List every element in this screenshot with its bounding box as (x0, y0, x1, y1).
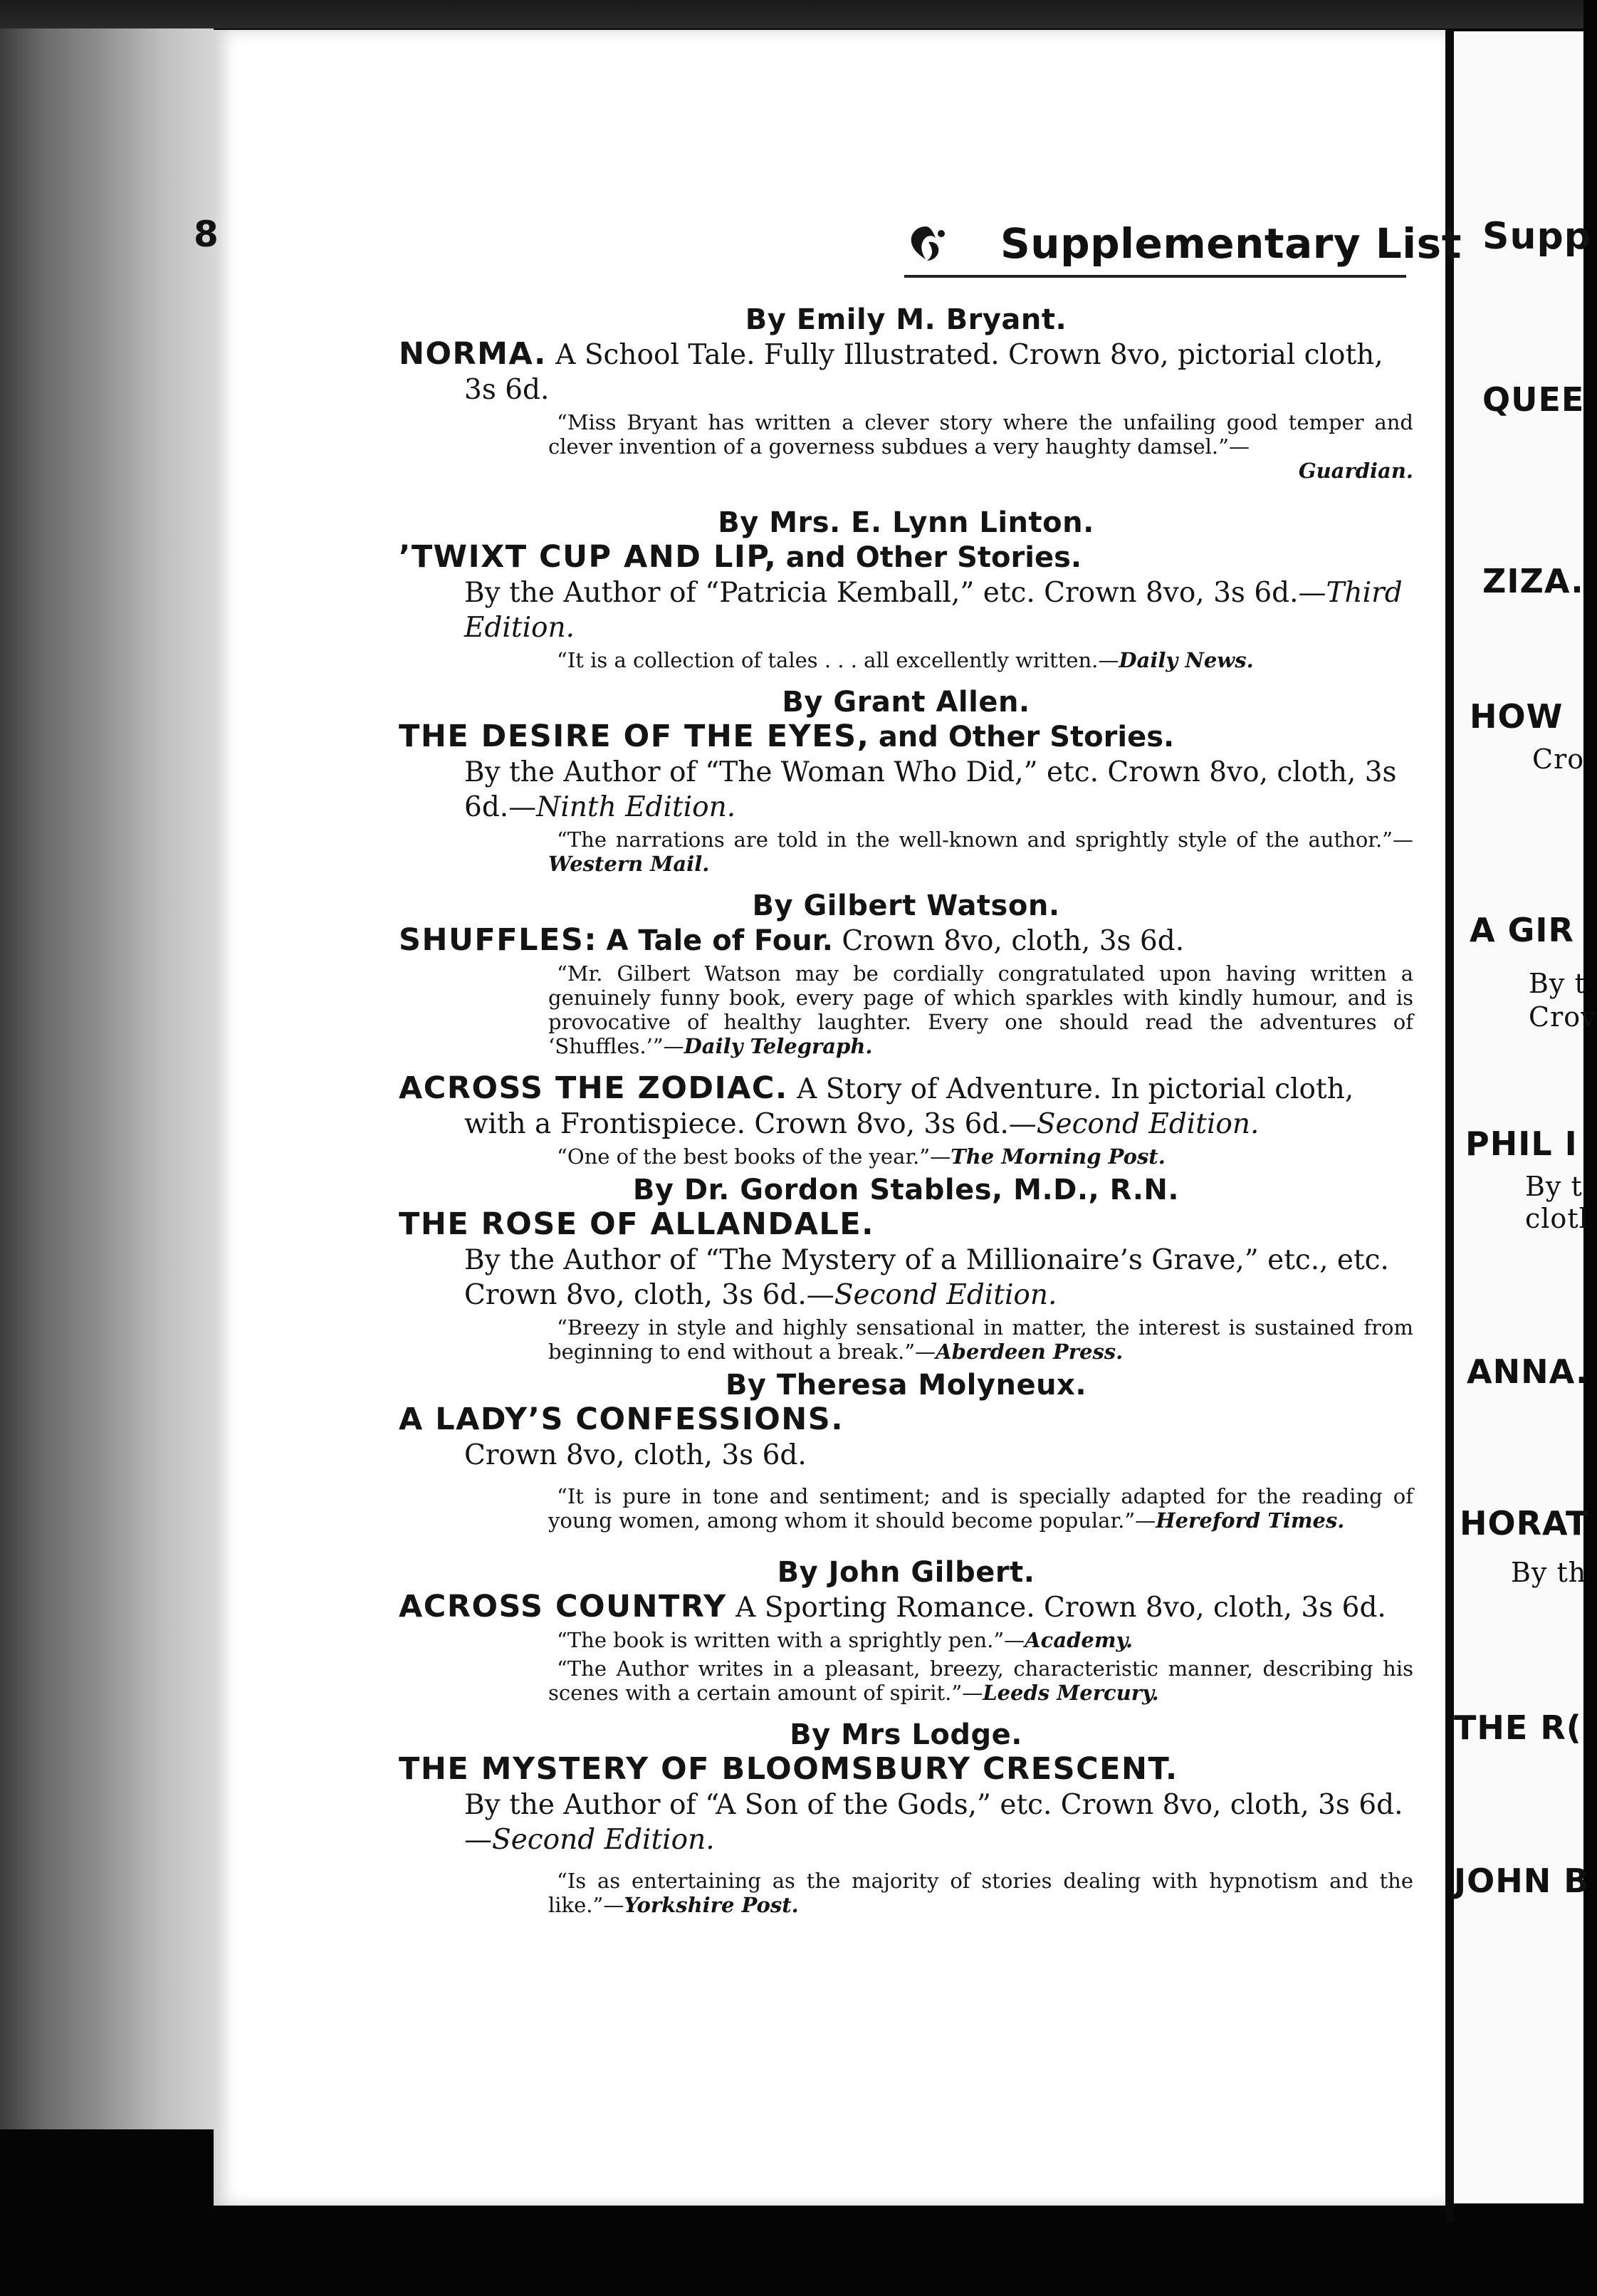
catalogue-entry (399, 506, 1413, 672)
review-text: “The narrations are told in the well-known and sprightly style of the author.”— (557, 828, 1413, 852)
facing-running-head: Supp (1482, 215, 1591, 258)
entry-line (399, 1071, 1413, 1142)
entry-author: By Grant Allen. (782, 686, 1030, 719)
entry-details: By the Author of “The Woman Who Did,” etc. Crown 8vo, cloth, 3s 6d.— (464, 756, 1397, 823)
entry-review (399, 1484, 1413, 1533)
entry-edition: Ninth Edition. (536, 791, 736, 823)
facing-line-4b: Crov (1529, 1001, 1597, 1033)
facing-line-5a: By t (1525, 1171, 1583, 1202)
review-source: Leeds Mercury. (983, 1681, 1159, 1705)
entry-author: By Mrs. E. Lynn Linton. (718, 506, 1094, 539)
review-text: “The Author writes in a pleasant, breezy, characteristic manner, describing his scenes with a certain amount of spirit.”— (548, 1656, 1413, 1705)
entry-details-line (399, 1788, 1413, 1857)
page-edges-stack (0, 28, 214, 2129)
entry-review (399, 961, 1413, 1058)
facing-title-9: JOHN B (1454, 1862, 1590, 1900)
entry-title: ACROSS COUNTRY (399, 1589, 727, 1624)
review-source: Academy. (1025, 1628, 1133, 1652)
review-text: “The book is written with a sprightly pen.”— (557, 1628, 1025, 1652)
entry-author: By Mrs Lodge. (790, 1718, 1022, 1751)
scan-top-border (0, 0, 1583, 28)
entry-title: THE ROSE OF ALLANDALE. (399, 1206, 874, 1242)
entry-author: By Gilbert Watson. (752, 889, 1060, 922)
entry-review (399, 1869, 1413, 1917)
page-number: 8 (194, 214, 219, 255)
facing-title-3: HOW (1470, 697, 1564, 736)
entry-line (399, 1752, 1413, 1788)
facing-title-1: QUEE (1482, 380, 1585, 419)
entry-title: THE MYSTERY OF BLOOMSBURY CRESCENT. (399, 1751, 1178, 1787)
review-text: “Breezy in style and highly sensational in matter, the interest is sustained from beginning to end without a break.”— (548, 1315, 1413, 1364)
entry-details: By the Author of “A Son of the Gods,” etc. Crown 8vo, cloth, 3s 6d.— (464, 1789, 1403, 1856)
review-source: Western Mail. (548, 852, 710, 876)
catalogue-entry (399, 1368, 1413, 1533)
review-source: The Morning Post. (951, 1144, 1166, 1169)
catalogue-entry (399, 1173, 1413, 1364)
entry-details-line (399, 755, 1413, 825)
entry-review (399, 1144, 1413, 1169)
entry-details-line (399, 1243, 1413, 1313)
entry-line (399, 719, 1413, 755)
entry-edition: Second Edition. (834, 1279, 1057, 1311)
catalogue-entry (399, 1555, 1413, 1705)
entry-line (399, 1207, 1413, 1243)
facing-title-2: ZIZA. (1482, 562, 1584, 600)
entry-details: By the Author of “Patricia Kemball,” etc. Crown 8vo, 3s 6d.— (464, 577, 1326, 609)
entry-details: A School Tale. Fully Illustrated. Crown 8vo, pictorial cloth, 3s 6d. (464, 339, 1383, 406)
entry-line (399, 1402, 1413, 1438)
entry-edition: Third Edition. (464, 577, 1403, 644)
review-source: Daily News. (1119, 648, 1254, 672)
entry-review (399, 1656, 1413, 1705)
review-source: Hereford Times. (1156, 1508, 1345, 1533)
review-source: Guardian. (1298, 459, 1413, 483)
entry-title: ACROSS THE ZODIAC. (399, 1070, 788, 1106)
entry-details-line (399, 575, 1413, 645)
entry-review (399, 1315, 1413, 1364)
entry-subtitle: A Tale of Four. (606, 924, 833, 957)
entry-details: Crown 8vo, cloth, 3s 6d. (842, 925, 1185, 957)
facing-title-4: A GIR (1470, 911, 1574, 949)
review-text: “Mr. Gilbert Watson may be cordially congratulated upon having written a genuinely funny book, every page of which sparkles with kindly humour, and is provocative of healthy laughter. Every one should read the adventures of ‘Shuffles.’”— (548, 961, 1413, 1058)
catalogue-entry (399, 1071, 1413, 1169)
catalogue-entry (399, 685, 1413, 876)
entry-author: By John Gilbert. (777, 1556, 1035, 1589)
facing-line-3: Cro (1532, 743, 1585, 775)
facing-title-6: ANNA. (1467, 1352, 1589, 1391)
running-head-title: Supplementary List (1000, 219, 1462, 268)
facing-title-7: HORAT (1460, 1504, 1589, 1543)
entry-review (399, 648, 1413, 672)
entry-subtitle: and Other Stories. (878, 721, 1175, 753)
entry-line (399, 1590, 1413, 1625)
fleuron-icon (904, 221, 947, 263)
catalogue-list (399, 303, 1413, 1921)
book-gutter (1445, 28, 1454, 2222)
entry-title: NORMA. (399, 336, 547, 372)
facing-line-7: By th (1511, 1557, 1587, 1588)
entry-title: SHUFFLES: (399, 922, 598, 958)
catalogue-entry (399, 889, 1413, 1058)
entry-details: Crown 8vo, cloth, 3s 6d. (464, 1439, 807, 1471)
running-head (904, 218, 1462, 278)
entry-line (399, 923, 1413, 959)
review-text: “It is a collection of tales . . . all excellently written.— (557, 648, 1119, 672)
review-source: Daily Telegraph. (684, 1034, 873, 1058)
entry-edition: Second Edition. (1036, 1108, 1260, 1140)
entry-details: A Sporting Romance. Crown 8vo, cloth, 3s 6d. (735, 1592, 1386, 1624)
entry-title: ’TWIXT CUP AND LIP, (399, 539, 777, 575)
entry-review (399, 1628, 1413, 1652)
review-text: “It is pure in tone and sentiment; and is specially adapted for the reading of young women, among whom it should become popular.”— (548, 1484, 1413, 1533)
catalogue-entry (399, 1718, 1413, 1917)
entry-title: A LADY’S CONFESSIONS. (399, 1402, 844, 1437)
review-text: “Is as entertaining as the majority of stories dealing with hypnotism and the like.”— (548, 1869, 1413, 1917)
entry-edition: Second Edition. (492, 1824, 715, 1856)
facing-line-4a: By t (1529, 968, 1586, 999)
facing-line-5b: clotl (1525, 1203, 1588, 1234)
entry-review (399, 828, 1413, 876)
facing-title-5: PHIL I (1465, 1124, 1578, 1163)
entry-details-line (399, 1438, 1413, 1473)
entry-title: THE DESIRE OF THE EYES, (399, 719, 870, 754)
entry-subtitle: and Other Stories. (785, 541, 1082, 574)
entry-review (399, 410, 1413, 483)
catalogue-entry (399, 303, 1413, 483)
entry-author: By Theresa Molyneux. (725, 1369, 1087, 1402)
entry-author: By Dr. Gordon Stables, M.D., R.N. (632, 1174, 1180, 1206)
facing-page-fragment (1454, 31, 1597, 2203)
entry-line (399, 337, 1413, 407)
review-source: Aberdeen Press. (936, 1340, 1124, 1364)
entry-details: By the Author of “The Mystery of a Millionaire’s Grave,” etc., etc. Crown 8vo, cloth, 3s 6d.— (464, 1244, 1389, 1311)
entry-line (399, 540, 1413, 575)
review-source: Yorkshire Post. (624, 1893, 799, 1917)
entry-author: By Emily M. Bryant. (745, 303, 1067, 336)
review-text: “One of the best books of the year.”— (557, 1144, 951, 1169)
review-text: “Miss Bryant has written a clever story where the unfailing good temper and clever invention of a governess subdues a very haughty damsel.”— (548, 410, 1413, 459)
facing-title-8: THE R( (1454, 1708, 1582, 1747)
entry-details: A Story of Adventure. In pictorial cloth, with a Frontispiece. Crown 8vo, 3s 6d.— (464, 1073, 1354, 1140)
